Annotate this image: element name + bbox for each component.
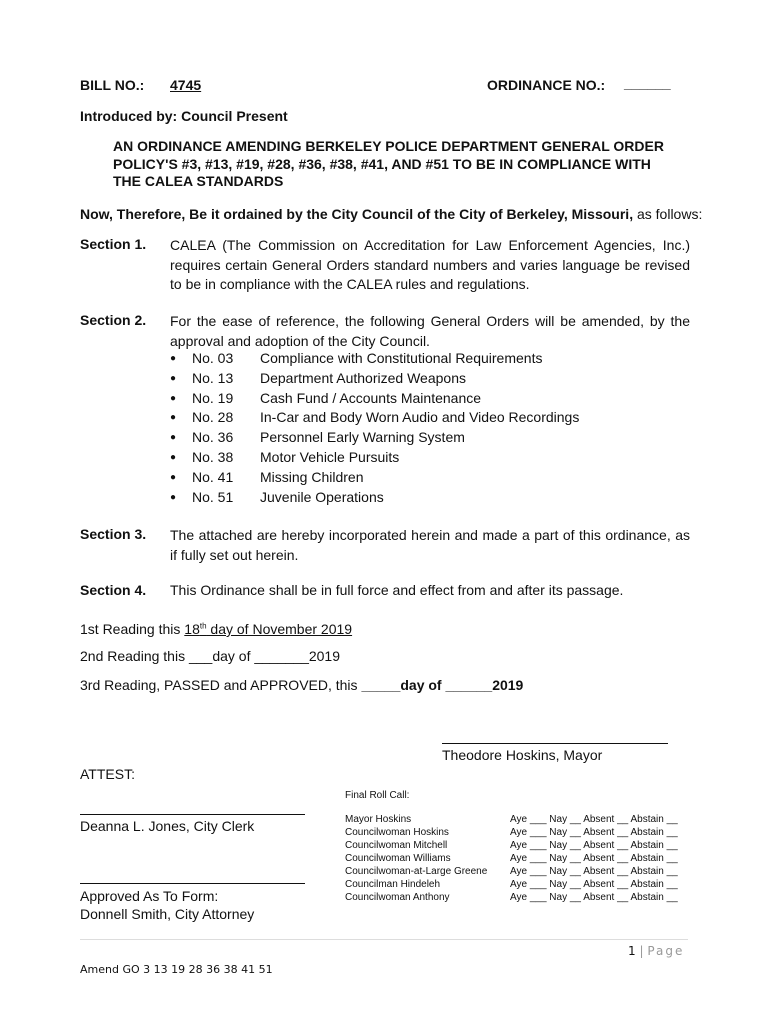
first-reading-date (184, 621, 352, 637)
ordinance-title: AN ORDINANCE AMENDING BERKELEY POLICE DEPARTMENT GENERAL ORDER POLICY'S #3, #13, #19, #28, #36, #38, #41, AND #51 TO BE IN COMPLIANCE WITH THE CALEA STANDARDS (113, 138, 664, 189)
section-3-label: Section 3. (80, 526, 147, 542)
roll-call-member: Councilwoman-at-Large Greene (345, 866, 488, 877)
list-item (170, 468, 579, 488)
ordinance-number-blank: ______ (624, 75, 671, 91)
footer-divider (80, 939, 688, 940)
order-number: No. 38 (192, 448, 234, 465)
vote-line: Aye ___ Nay __ Absent __ Abstain __ (510, 879, 678, 890)
first-reading-prefix: 1st Reading this (80, 621, 185, 637)
list-item (170, 369, 579, 389)
list-item (170, 428, 579, 448)
roll-call-members (345, 813, 487, 904)
list-item (170, 349, 579, 369)
third-reading-rest: _____day of ______2019 (361, 677, 524, 693)
preamble-bold: Now, Therefore, Be it ordained by the City Council of the City of Berkeley, Missouri, (80, 206, 634, 222)
roll-call-title: Final Roll Call: (345, 790, 410, 801)
clerk-name: Deanna L. Jones, City Clerk (80, 818, 255, 834)
approved-as-to-form: Approved As To Form: (80, 888, 219, 904)
order-name: Personnel Early Warning System (260, 429, 465, 446)
attorney-signature-line (80, 883, 305, 884)
order-number: No. 13 (192, 369, 234, 386)
vote-line: Aye ___ Nay __ Absent __ Abstain __ (510, 866, 678, 877)
attest-label: ATTEST: (80, 766, 135, 782)
roll-call-member: Councilwoman Hoskins (345, 827, 449, 838)
document-footer: Amend GO 3 13 19 28 36 38 41 51 (80, 963, 273, 976)
order-number: No. 28 (192, 409, 234, 426)
page-word: Page (647, 944, 685, 958)
roll-call-votes (510, 813, 678, 904)
section-4-label: Section 4. (80, 582, 147, 598)
mayor-name: Theodore Hoskins, Mayor (442, 747, 603, 763)
ordinance-label: ORDINANCE NO.: (487, 77, 606, 93)
vote-line: Aye ___ Nay __ Absent __ Abstain __ (510, 814, 678, 825)
section-4-text: This Ordinance shall be in full force and effect from and after its passage. (170, 582, 624, 598)
order-name: Juvenile Operations (260, 488, 384, 505)
clerk-signature-line (80, 814, 305, 815)
second-reading-prefix: 2nd Reading this (80, 648, 189, 664)
mayor-signature-line (442, 743, 668, 744)
page-separator: | (635, 944, 648, 958)
attorney-name: Donnell Smith, City Attorney (80, 906, 255, 922)
first-reading-day: 18 (184, 621, 200, 637)
preamble (80, 206, 702, 222)
preamble-rest: as follows: (633, 206, 703, 222)
order-number: No. 41 (192, 468, 234, 485)
roll-call-member: Councilwoman Anthony (345, 892, 450, 903)
order-name: In-Car and Body Worn Audio and Video Recordings (260, 409, 580, 426)
order-name: Cash Fund / Accounts Maintenance (260, 389, 482, 406)
page-number-value: 1 (628, 944, 636, 958)
roll-call-member: Councilman Hindeleh (345, 879, 441, 890)
section-2-text: For the ease of reference, the following General Orders will be amended, by the approval and adoption of the City Council. (170, 313, 690, 349)
second-reading (80, 648, 340, 664)
vote-line: Aye ___ Nay __ Absent __ Abstain __ (510, 892, 678, 903)
first-reading-sup: th (199, 621, 207, 631)
introduced-by: Introduced by: Council Present (80, 108, 288, 124)
order-name: Compliance with Constitutional Requirements (260, 350, 543, 366)
list-item (170, 448, 579, 468)
roll-call-member: Councilwoman Mitchell (345, 840, 448, 851)
section-1-text: CALEA (The Commission on Accreditation for Law Enforcement Agencies, Inc.) requires certain General Orders standard numbers and varies language be revised to be in compliance with the CALEA rules and regulations. (170, 237, 690, 292)
first-reading (80, 621, 352, 637)
first-reading-rest: day of November 2019 (206, 621, 353, 637)
vote-line: Aye ___ Nay __ Absent __ Abstain __ (510, 840, 678, 851)
section-2-label: Section 2. (80, 312, 147, 328)
general-orders-list (170, 349, 579, 507)
vote-line: Aye ___ Nay __ Absent __ Abstain __ (510, 827, 678, 838)
order-name: Department Authorized Weapons (260, 369, 466, 386)
list-item (170, 389, 579, 409)
section-1-label: Section 1. (80, 236, 147, 252)
roll-call-member: Councilwoman Williams (345, 853, 451, 864)
second-reading-rest: ___day of _______2019 (188, 648, 341, 664)
bill-label: BILL NO.: (80, 77, 145, 93)
section-3-text: The attached are hereby incorporated herein and made a part of this ordinance, as if fully set out herein. (170, 527, 690, 563)
third-reading (80, 677, 523, 693)
order-number: No. 19 (192, 389, 234, 406)
list-item (170, 488, 579, 508)
roll-call-member: Mayor Hoskins (345, 814, 412, 825)
vote-line: Aye ___ Nay __ Absent __ Abstain __ (510, 853, 678, 864)
page-number (628, 944, 684, 958)
order-number: No. 03 (192, 350, 234, 366)
list-item (170, 408, 579, 428)
order-name: Motor Vehicle Pursuits (260, 448, 400, 465)
third-reading-prefix: 3rd Reading, PASSED and APPROVED, this (80, 677, 362, 693)
order-number: No. 51 (192, 488, 234, 505)
bill-number: 4745 (170, 77, 202, 93)
order-number: No. 36 (192, 429, 234, 446)
order-name: Missing Children (260, 468, 364, 485)
